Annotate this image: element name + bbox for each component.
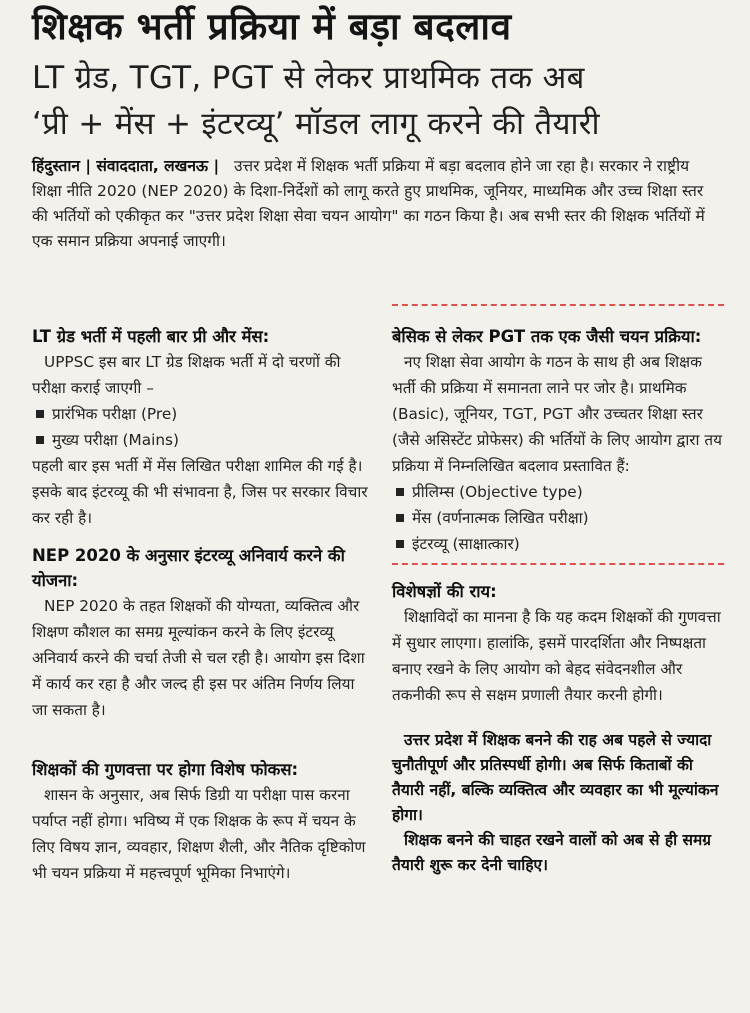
section-body-nep: NEP 2020 के तहत शिक्षकों की योग्यता, व्यक्तित्व और शिक्षण कौशल का समग्र मूल्यांकन करने के लिए इंटरव्यू अनिवार्य करने की चर्चा तेजी से चल रही है। आयोग इस दिशा में कार्य कर रहा है और जल्द ही इस पर अंतिम निर्णय लिया जा सकता है। xyxy=(32,597,365,719)
section-body-experts: शिक्षाविदों का मानना है कि यह कदम शिक्षकों की गुणवत्ता में सुधार लाएगा। हालांकि, इसमें पारदर्शिता और निष्पक्षता बनाए रखने के लिए आयोग को बेहद संवेदनशील और तकनीकी रूप से सक्षम प्रणाली तैयार करनी होगी। xyxy=(392,608,721,704)
list-item: मुख्य परीक्षा (Mains) xyxy=(32,427,372,453)
section-body-quality: शासन के अनुसार, अब सिर्फ डिग्री या परीक्षा पास करना पर्याप्त नहीं होगा। भविष्य में एक शिक्षक के रूप में चयन के लिए विषय ज्ञान, व्यवहार, शिक्षण शैली, और नैतिक दृष्टिकोण भी चयन प्रक्रिया में महत्त्वपूर्ण भूमिका निभाएंगे। xyxy=(32,786,366,882)
list-item: इंटरव्यू (साक्षात्कार) xyxy=(392,531,724,557)
section-title-nep: NEP 2020 के अनुसार इंटरव्यू अनिवार्य करने की योजना: xyxy=(32,546,345,590)
closing-note xyxy=(392,728,724,828)
subhead-line-1: LT ग्रेड, TGT, PGT से लेकर प्राथमिक तक अब xyxy=(32,60,585,96)
section-body-uniform-process: नए शिक्षा सेवा आयोग के गठन के साथ ही अब शिक्षक भर्ती की प्रक्रिया में समानता लाने पर जोर है। प्राथमिक (Basic), जूनियर, TGT, PGT और उच्चतर शिक्षा स्तर (जैसे असिस्टेंट प्रोफेसर) की भर्तियों के लिए आयोग द्वारा तय प्रक्रिया में निम्नलिखित बदलाव प्रस्तावित हैं: xyxy=(392,353,722,475)
intro-paragraph xyxy=(32,154,720,254)
section-title-quality: शिक्षकों की गुणवत्ता पर होगा विशेष फोकस: xyxy=(32,760,299,779)
article-columns xyxy=(32,304,722,1004)
section-title-experts: विशेषज्ञों की राय: xyxy=(392,582,497,601)
closing-text: उत्तर प्रदेश में शिक्षक बनने की राह अब पहले से ज्यादा चुनौतीपूर्ण और प्रतिस्पर्धी होगी। अब सिर्फ किताबों की तैयारी नहीं, बल्कि व्यक्तित्व और व्यवहार का भी मूल्यांकन होगा। xyxy=(392,731,719,824)
subhead-line-2: ‘प्री + मेंस + इंटरव्यू’ मॉडल लागू करने की तैयारी xyxy=(32,106,600,142)
section-body-mains: पहली बार इस भर्ती में मेंस लिखित परीक्षा शामिल की गई है। इसके बाद इंटरव्यू की भी संभावना है, जिस पर सरकार विचार कर रही है। xyxy=(32,457,368,527)
section-body-lt-grade: UPPSC इस बार LT ग्रेड शिक्षक भर्ती में दो चरणों की परीक्षा कराई जाएगी – xyxy=(32,353,341,397)
list-item: प्रारंभिक परीक्षा (Pre) xyxy=(32,401,372,427)
dateline: हिंदुस्तान | संवाददाता, लखनऊ | xyxy=(32,157,220,175)
list-item: प्रीलिम्स (Objective type) xyxy=(392,479,724,505)
closing-advice xyxy=(392,828,724,878)
exam-stages-list xyxy=(32,401,372,453)
divider xyxy=(392,304,724,306)
left-column xyxy=(32,304,372,886)
right-column xyxy=(392,304,724,878)
proposed-changes-list xyxy=(392,479,724,557)
closing-advice-text: शिक्षक बनने की चाहत रखने वालों को अब से ही समग्र तैयारी शुरू कर देनी चाहिए। xyxy=(392,831,712,874)
section-title-uniform-process: बेसिक से लेकर PGT तक एक जैसी चयन प्रक्रिया: xyxy=(392,327,702,346)
headline: शिक्षक भर्ती प्रक्रिया में बड़ा बदलाव xyxy=(32,5,512,48)
intro-text: उत्तर प्रदेश में शिक्षक भर्ती प्रक्रिया में बड़ा बदलाव होने जा रहा है। सरकार ने राष्ट्रीय शिक्षा नीति 2020 (NEP 2020) के दिशा-निर्देशों को लागू करते हुए प्राथमिक, जूनियर, माध्यमिक और उच्च शिक्षा स्तर की भर्तियों को एकीकृत कर "उत्तर प्रदेश शिक्षा सेवा चयन आयोग" का गठन किया है। अब सभी स्तर की शिक्षक भर्तियों में एक समान प्रक्रिया अपनाई जाएगी। xyxy=(32,157,705,250)
list-item: मेंस (वर्णनात्मक लिखित परीक्षा) xyxy=(392,505,724,531)
divider xyxy=(392,563,724,565)
section-title-lt-grade: LT ग्रेड भर्ती में पहली बार प्री और मेंस: xyxy=(32,327,270,346)
